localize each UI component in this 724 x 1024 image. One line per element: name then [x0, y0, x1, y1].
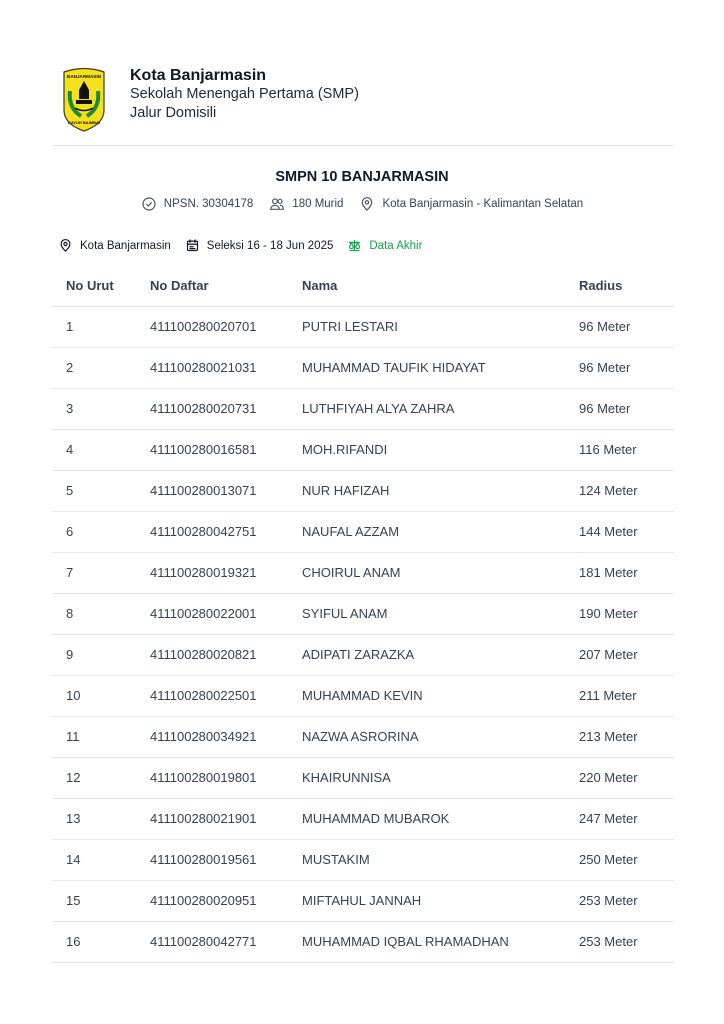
row-no-daftar: 411100280020731	[150, 401, 257, 416]
row-no-urut: 2	[66, 360, 74, 375]
row-no-daftar: 411100280042751	[150, 524, 257, 539]
row-no-daftar: 411100280019321	[150, 565, 257, 580]
table-row	[52, 388, 674, 429]
students-item	[269, 196, 343, 212]
table-body	[52, 306, 674, 962]
row-nama: MIFTAHUL JANNAH	[302, 893, 422, 908]
row-no-urut: 15	[66, 893, 81, 908]
row-radius: 190 Meter	[579, 606, 638, 621]
col-no-daftar: No Daftar	[150, 277, 209, 293]
row-radius: 220 Meter	[579, 770, 638, 785]
row-no-urut: 11	[66, 729, 80, 744]
row-no-urut: 14	[66, 852, 81, 867]
table-row	[52, 634, 674, 675]
table-row	[52, 798, 674, 839]
row-no-daftar: 411100280021031	[150, 360, 257, 375]
row-nama: NAZWA ASRORINA	[302, 729, 419, 744]
school-meta	[0, 196, 724, 212]
row-no-urut: 5	[66, 483, 74, 498]
scale-icon	[347, 238, 362, 253]
page-header	[52, 62, 674, 146]
info-period	[185, 238, 334, 253]
row-no-daftar: 411100280020821	[150, 647, 257, 662]
table-row	[52, 347, 674, 388]
check-circle-icon	[141, 196, 157, 212]
row-no-urut: 3	[66, 401, 74, 416]
col-nama: Nama	[302, 277, 338, 293]
row-no-urut: 4	[66, 442, 74, 457]
row-no-daftar: 411100280042771	[150, 934, 257, 949]
row-nama: MUHAMMAD MUBAROK	[302, 811, 450, 826]
header-track: Jalur Domisili	[130, 105, 217, 121]
school-name: SMPN 10 BANJARMASIN	[275, 169, 449, 185]
row-nama: LUTHFIYAH ALYA ZAHRA	[302, 401, 455, 416]
location-text: Kota Banjarmasin - Kalimantan Selatan	[382, 198, 584, 210]
row-no-urut: 7	[66, 565, 74, 580]
calendar-icon	[185, 238, 200, 253]
row-nama: PUTRI LESTARI	[302, 319, 398, 334]
row-no-daftar: 411100280020701	[150, 319, 257, 334]
selection-info	[58, 238, 422, 253]
row-radius: 96 Meter	[579, 319, 631, 334]
row-nama: NUR HAFIZAH	[302, 483, 390, 498]
logo-bottom-text: KAYUH BAIMBAI	[67, 120, 101, 125]
row-radius: 247 Meter	[579, 811, 638, 826]
row-no-daftar: 411100280021901	[150, 811, 257, 826]
row-nama: MUHAMMAD KEVIN	[302, 688, 423, 703]
row-no-urut: 9	[66, 647, 74, 662]
map-pin-icon	[58, 238, 73, 253]
npsn-text: NPSN. 30304178	[163, 198, 254, 210]
info-status	[347, 238, 422, 253]
users-icon	[269, 196, 285, 212]
row-nama: CHOIRUL ANAM	[302, 565, 401, 580]
row-radius: 96 Meter	[579, 401, 631, 416]
row-no-daftar: 411100280022501	[150, 688, 257, 703]
row-radius: 211 Meter	[579, 688, 637, 703]
row-radius: 124 Meter	[579, 483, 638, 498]
table-row	[52, 675, 674, 716]
table-row	[52, 880, 674, 921]
row-no-urut: 6	[66, 524, 74, 539]
row-radius: 253 Meter	[579, 934, 638, 949]
table-row	[52, 921, 674, 962]
row-no-daftar: 411100280013071	[150, 483, 257, 498]
info-city	[58, 238, 171, 253]
students-text: 180 Murid	[292, 198, 344, 210]
row-radius: 250 Meter	[579, 852, 638, 867]
table-row	[52, 757, 674, 798]
logo-top-text: BANJARMASIN	[67, 74, 101, 79]
col-radius: Radius	[579, 277, 623, 293]
row-radius: 207 Meter	[579, 647, 638, 662]
header-city: Kota Banjarmasin	[130, 67, 267, 84]
row-radius: 253 Meter	[579, 893, 638, 908]
row-radius: 96 Meter	[579, 360, 631, 375]
row-no-daftar: 411100280034921	[150, 729, 257, 744]
table-row	[52, 429, 674, 470]
row-nama: MUHAMMAD TAUFIK HIDAYAT	[302, 360, 486, 375]
row-nama: MOH.RIFANDI	[302, 442, 388, 457]
row-no-urut: 10	[66, 688, 81, 703]
table-row	[52, 306, 674, 347]
city-logo	[61, 66, 107, 132]
row-nama: KHAIRUNNISA	[302, 770, 391, 785]
row-no-urut: 1	[66, 319, 74, 334]
row-radius: 144 Meter	[579, 524, 638, 539]
npsn-item	[141, 196, 254, 212]
row-no-daftar: 411100280016581	[150, 442, 257, 457]
table-row	[52, 593, 674, 634]
table-row	[52, 716, 674, 757]
table-row	[52, 470, 674, 511]
table-row	[52, 552, 674, 593]
row-no-urut: 8	[66, 606, 74, 621]
info-period-text: Seleksi 16 - 18 Jun 2025	[206, 239, 334, 252]
row-no-urut: 12	[66, 770, 81, 785]
row-nama: MUHAMMAD IQBAL RHAMADHAN	[302, 934, 509, 949]
table-row	[52, 839, 674, 880]
row-nama: NAUFAL AZZAM	[302, 524, 400, 539]
row-nama: SYIFUL ANAM	[302, 606, 388, 621]
row-no-daftar: 411100280020951	[150, 893, 257, 908]
col-no-urut: No Urut	[66, 277, 114, 293]
row-no-urut: 16	[66, 934, 81, 949]
row-radius: 181 Meter	[579, 565, 638, 580]
location-item	[359, 196, 583, 212]
ranking-table	[52, 265, 674, 963]
row-no-daftar: 411100280019561	[150, 852, 257, 867]
row-nama: MUSTAKIM	[302, 852, 370, 867]
table-header-row	[52, 265, 674, 306]
info-city-text: Kota Banjarmasin	[80, 239, 171, 252]
info-status-text: Data Akhir	[369, 239, 423, 252]
header-level: Sekolah Menengah Pertama (SMP)	[130, 86, 359, 102]
row-no-daftar: 411100280022001	[150, 606, 257, 621]
row-radius: 116 Meter	[579, 442, 637, 457]
row-no-daftar: 411100280019801	[150, 770, 257, 785]
row-nama: ADIPATI ZARAZKA	[302, 647, 415, 662]
table-row	[52, 511, 674, 552]
map-pin-icon	[359, 196, 375, 212]
row-no-urut: 13	[66, 811, 81, 826]
row-radius: 213 Meter	[579, 729, 638, 744]
